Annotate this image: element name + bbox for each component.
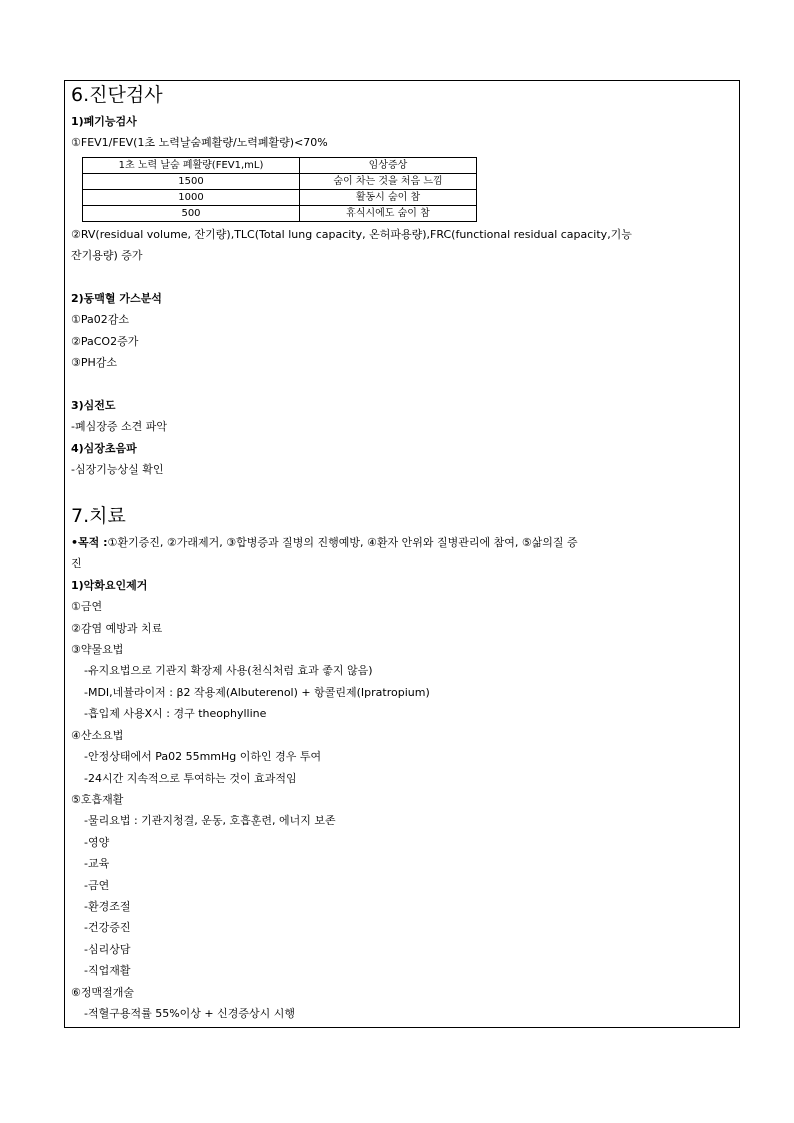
list-subitem: -MDI,네뷸라이저 : β2 작용제(Albuterenol) + 항콜린제(Ipratropium) <box>84 685 430 699</box>
list-item: -심장기능상실 확인 <box>71 463 164 477</box>
fev1-symptom-table <box>82 157 477 222</box>
list-subitem: -영양 <box>84 835 110 849</box>
goal-line-cont: 진 <box>71 557 82 571</box>
list-subitem: -24시간 지속적으로 투여하는 것이 효과적임 <box>84 771 297 785</box>
list-item: ①Pa02감소 <box>71 313 129 327</box>
list-item: ⑤호흡재활 <box>71 792 124 806</box>
list-subitem: -건강증진 <box>84 921 131 935</box>
subheading-ecg: 3)심전도 <box>71 399 116 413</box>
table-header-cell: 1초 노력 날숨 폐활량(FEV1,mL) <box>83 157 300 173</box>
fev-ratio-line: ①FEV1/FEV(1초 노력날숨폐활량/노력폐활량)<70% <box>71 136 328 150</box>
table-cell: 휴식시에도 숨이 참 <box>300 205 477 221</box>
table-cell: 500 <box>83 205 300 221</box>
goal-line <box>71 532 735 553</box>
table-cell: 활동시 숨이 참 <box>300 189 477 205</box>
section-6-title: 6.진단검사 <box>71 84 163 106</box>
subheading-remove-factors: 1)악화요인제거 <box>71 578 148 592</box>
document-frame <box>64 80 740 1028</box>
table-row <box>83 173 477 189</box>
lung-volume-line-cont: 잔기용량) 증가 <box>71 249 143 263</box>
goal-text: ①환기증진, ②가래제거, ③합병증과 질병의 진행예방, ④환자 안위와 질병관리에 참여, ⑤삶의질 증 <box>107 536 578 550</box>
table-cell: 1000 <box>83 189 300 205</box>
subheading-echo: 4)심장초음파 <box>71 441 137 455</box>
document-content <box>71 81 735 1024</box>
list-subitem: -물리요법 : 기관지청결, 운동, 호흡훈련, 에너지 보존 <box>84 814 336 828</box>
section-7-title: 7.치료 <box>71 505 126 528</box>
list-item: ③PH감소 <box>71 356 118 370</box>
list-subitem: -직업재활 <box>84 964 131 978</box>
list-item: ⑥정맥절개술 <box>71 985 134 999</box>
table-row <box>83 189 477 205</box>
goal-label: •목적 : <box>71 536 108 550</box>
table-header-row <box>83 157 477 173</box>
list-subitem: -심리상담 <box>84 942 131 956</box>
lung-volume-line: ②RV(residual volume, 잔기량),TLC(Total lung capacity, 온허파용량),FRC(functional residual capacity,기능 <box>71 227 632 241</box>
table-cell: 숨이 차는 것을 처음 느낌 <box>300 173 477 189</box>
spacer <box>71 267 735 288</box>
list-subitem: -환경조절 <box>84 899 131 913</box>
list-item: ②PaCO2증가 <box>71 334 139 348</box>
spacer <box>71 374 735 395</box>
list-subitem: -흡입제 사용X시 : 경구 theophylline <box>84 707 267 721</box>
spacer <box>71 481 735 502</box>
table-row <box>83 205 477 221</box>
subheading-abg: 2)동맥혈 가스분석 <box>71 292 162 306</box>
table-cell: 1500 <box>83 173 300 189</box>
table-header-cell: 임상증상 <box>300 157 477 173</box>
list-subitem: -금연 <box>84 878 110 892</box>
subheading-pulmonary-function: 1)폐기능검사 <box>71 115 137 128</box>
list-subitem: -안정상태에서 Pa02 55mmHg 이하인 경우 투여 <box>84 750 322 764</box>
list-item: ②감염 예방과 치료 <box>71 621 163 635</box>
list-subitem: -교육 <box>84 857 110 871</box>
list-subitem: -유지요법으로 기관지 확장제 사용(천식처럼 효과 좋지 않음) <box>84 664 373 678</box>
list-item: ④산소요법 <box>71 728 124 742</box>
list-subitem: -적혈구용적률 55%이상 + 신경증상시 시행 <box>84 1006 296 1020</box>
list-item: ①금연 <box>71 600 103 614</box>
list-item: -폐심장증 소견 파악 <box>71 420 167 434</box>
list-item: ③약물요법 <box>71 643 124 657</box>
